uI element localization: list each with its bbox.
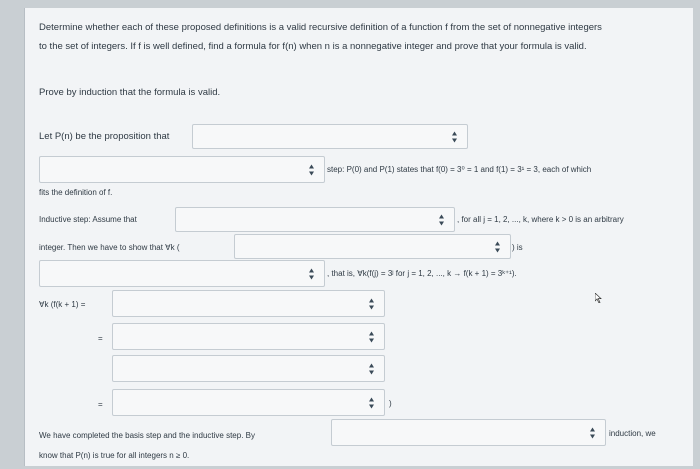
- step4-select[interactable]: [112, 389, 385, 416]
- show-select[interactable]: [234, 234, 511, 259]
- induction-type-select[interactable]: [331, 419, 606, 446]
- step3-select[interactable]: [112, 355, 385, 382]
- up-down-caret-icon: [369, 397, 374, 408]
- step2-select[interactable]: [112, 323, 385, 350]
- integer-text: integer. Then we have to show that ∀k (: [39, 243, 180, 252]
- up-down-caret-icon: [309, 164, 314, 175]
- implication-select[interactable]: [39, 260, 325, 287]
- basis-select[interactable]: [39, 156, 325, 183]
- prove-prompt: Prove by induction that the formula is valid.: [39, 87, 221, 98]
- mouse-pointer-icon: [595, 290, 603, 300]
- up-down-caret-icon: [495, 241, 500, 252]
- conclusion-text: We have completed the basis step and the inductive step. By: [39, 431, 255, 440]
- question-panel: [24, 8, 693, 466]
- inductive-label: Inductive step: Assume that: [39, 215, 137, 224]
- up-down-caret-icon: [369, 331, 374, 342]
- up-down-caret-icon: [309, 268, 314, 279]
- question-line-2: to the set of integers. If f is well defined, find a formula for f(n) when n is a nonnegative integer and prove that your formula is valid.: [39, 41, 587, 52]
- forall-text: , for all j = 1, 2, ..., k, where k > 0 is an arbitrary: [457, 215, 624, 224]
- thatis-text: , that is, ∀k(f(j) = 3ʲ for j = 1, 2, ..., k → f(k + 1) = 3ᵏ⁺¹).: [327, 269, 517, 278]
- let-label: Let P(n) be the proposition that: [39, 131, 170, 142]
- question-line-1: Determine whether each of these proposed definitions is a valid recursive definition of a function f from the set of nonnegative integers: [39, 22, 602, 33]
- equals-sign-1: =: [98, 334, 103, 343]
- proposition-select[interactable]: [192, 124, 468, 149]
- is-text: ) is: [512, 243, 523, 252]
- induction-text: induction, we: [609, 429, 656, 438]
- equals-sign-2: =: [98, 400, 103, 409]
- know-text: know that P(n) is true for all integers n ≥ 0.: [39, 451, 190, 460]
- up-down-caret-icon: [590, 427, 595, 438]
- assumption-select[interactable]: [175, 207, 455, 232]
- up-down-caret-icon: [369, 298, 374, 309]
- up-down-caret-icon: [369, 363, 374, 374]
- step1-select[interactable]: [112, 290, 385, 317]
- fits-text: fits the definition of f.: [39, 188, 113, 197]
- basis-text: step: P(0) and P(1) states that f(0) = 3⁰ = 1 and f(1) = 3¹ = 3, each of which: [327, 165, 592, 174]
- fk-label: ∀k (f(k + 1) =: [39, 300, 86, 309]
- close-paren: ): [389, 399, 392, 408]
- up-down-caret-icon: [439, 214, 444, 225]
- up-down-caret-icon: [452, 131, 457, 142]
- question-text: [39, 18, 689, 56]
